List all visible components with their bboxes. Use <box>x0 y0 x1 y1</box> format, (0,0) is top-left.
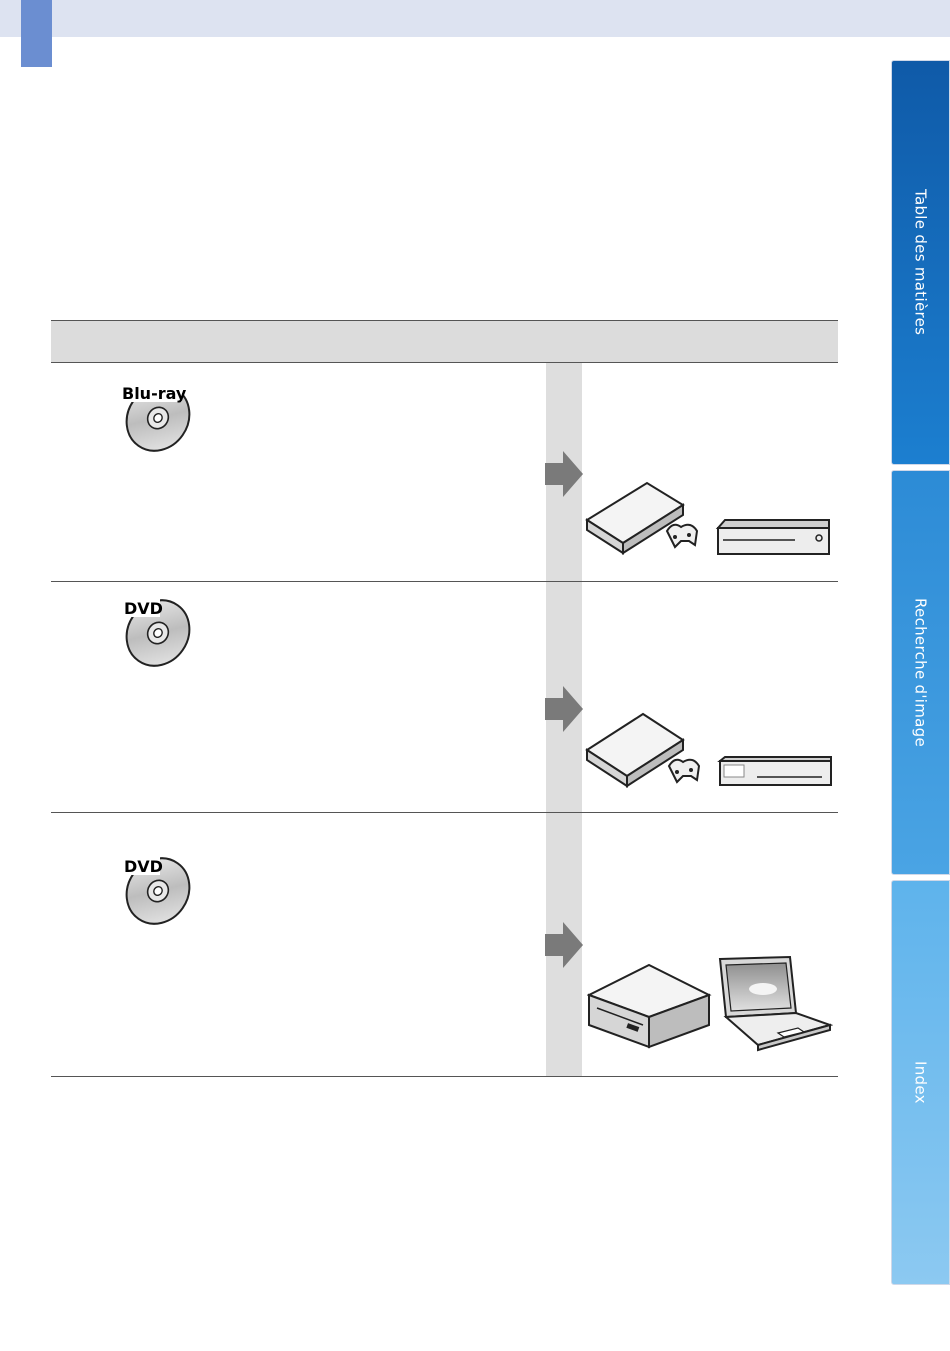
dvd-disc-icon <box>118 595 196 671</box>
side-navigation <box>891 60 950 1285</box>
tab-index[interactable] <box>891 880 950 1285</box>
game-console-icon <box>585 475 710 560</box>
bluray-disc-icon <box>118 380 196 456</box>
tab-label: Recherche d'image <box>911 597 930 747</box>
top-header-bar <box>0 0 950 37</box>
tab-label: Index <box>911 1061 930 1104</box>
game-console-icon <box>585 710 710 795</box>
chapter-marker <box>21 0 52 67</box>
svg-text:DVD: DVD <box>124 599 163 618</box>
dvd-recorder-icon <box>587 963 712 1051</box>
row-divider <box>51 581 838 582</box>
tab-label: Table des matières <box>911 189 930 336</box>
arrow-right-icon <box>545 686 583 732</box>
dvd-player-icon <box>717 755 835 790</box>
arrow-right-icon <box>545 922 583 968</box>
laptop-icon <box>718 955 833 1052</box>
svg-text:Blu-ray: Blu-ray <box>122 384 187 403</box>
row-divider <box>51 812 838 813</box>
arrow-right-icon <box>545 451 583 497</box>
bluray-player-icon <box>715 518 833 558</box>
tab-table-of-contents[interactable] <box>891 60 950 465</box>
table-header <box>51 320 838 363</box>
table-bottom-line <box>51 1076 838 1077</box>
dvd-disc-icon <box>118 853 196 929</box>
tab-image-search[interactable] <box>891 470 950 875</box>
svg-text:DVD: DVD <box>124 857 163 876</box>
